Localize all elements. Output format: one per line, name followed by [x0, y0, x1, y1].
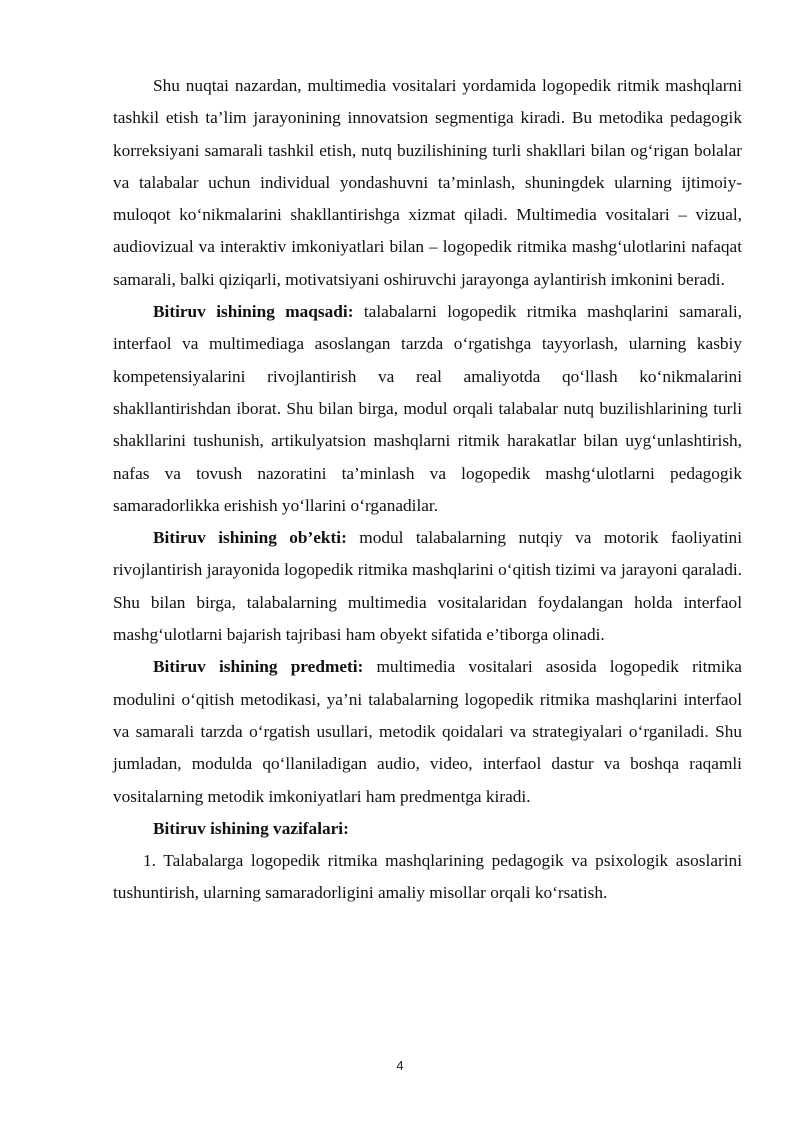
object-heading: Bitiruv ishining ob’ekti:: [153, 528, 347, 548]
goal-heading: Bitiruv ishining maqsadi:: [153, 302, 354, 322]
task-text: Talabalarga logopedik ritmika mashqlarining pedagogik va psixologik asoslarini tushuntirish, ularning samaradorligini amaliy misollar orqali ko‘rsatish.: [113, 851, 742, 903]
goal-text: talabalarni logopedik ritmika mashqlarini samarali, interfaol va multimediaga asoslangan tarzda o‘rgatishga tayyorlash, ularning kasbiy kompetensiyalarini rivojlantirish va real amaliyotda qo‘llash ko‘nikmalarini shakllantirishdan iborat. Shu bilan birga, modul orqali talabalar nutq buzilishlarining turli shakllarini tushunish, artikulyatsion mashqlarni ritmik harakatlar bilan uyg‘unlashtirish, nafas va tovush nazoratini ta’minlash va logopedik mashg‘ulotlarni pedagogik samaradorlikka erishish yo‘llarini o‘rganadilar.: [113, 302, 742, 515]
object-paragraph: [113, 522, 742, 651]
paragraph-text: Shu nuqtai nazardan, multimedia vositalari yordamida logopedik ritmik mashqlarni tashkil etish ta’lim jarayonining innovatsion segmentiga kiradi. Bu metodika pedagogik korreksiyani samarali tashkil etish, nutq buzilishining turli shakllari bilan og‘rigan bolalar va talabalar uchun individual yondashuvni ta’minlash, shuningdek ularning ijtimoiy-muloqot ko‘nikmalarini shakllantirishga xizmat qiladi. Multimedia vositalari – vizual, audiovizual va interaktiv imkoniyatlari bilan – logopedik ritmika mashg‘ulotlarini nafaqat samarali, balki qiziqarli, motivatsiyani oshiruvchi jarayonga aylantirish imkonini beradi.: [113, 76, 742, 289]
subject-text: multimedia vositalari asosida logopedik ritmika modulini o‘qitish metodikasi, ya’ni talabalarning logopedik ritmika mashqlarini interfaol va samarali tarzda o‘rgatish usullari, metodik qoidalari va strategiyalari o‘rganiladi. Shu jumladan, modulda qo‘llaniladigan audio, video, interfaol dastur va boshqa raqamli vositalarning metodik imkoniyatlari ham predmentga kiradi.: [113, 657, 742, 806]
subject-heading: Bitiruv ishining predmeti:: [153, 657, 364, 677]
document-page: [113, 70, 742, 910]
task-item: [113, 845, 742, 910]
intro-paragraph: [113, 70, 742, 296]
task-number: 1.: [143, 851, 156, 871]
goal-paragraph: [113, 296, 742, 522]
subject-paragraph: [113, 651, 742, 812]
tasks-heading: Bitiruv ishining vazifalari:: [153, 818, 349, 838]
object-text: modul talabalarning nutqiy va motorik faoliyatini rivojlantirish jarayonida logopedik ritmika mashqlarini o‘qitish tizimi va jarayoni qaraladi. Shu bilan birga, talabalarning multimedia vositalaridan foydalangan holda interfaol mashg‘ulotlarni bajarish tajribasi ham obyekt sifatida e’tiborga olinadi.: [113, 528, 742, 645]
page-number: 4: [396, 1058, 404, 1073]
